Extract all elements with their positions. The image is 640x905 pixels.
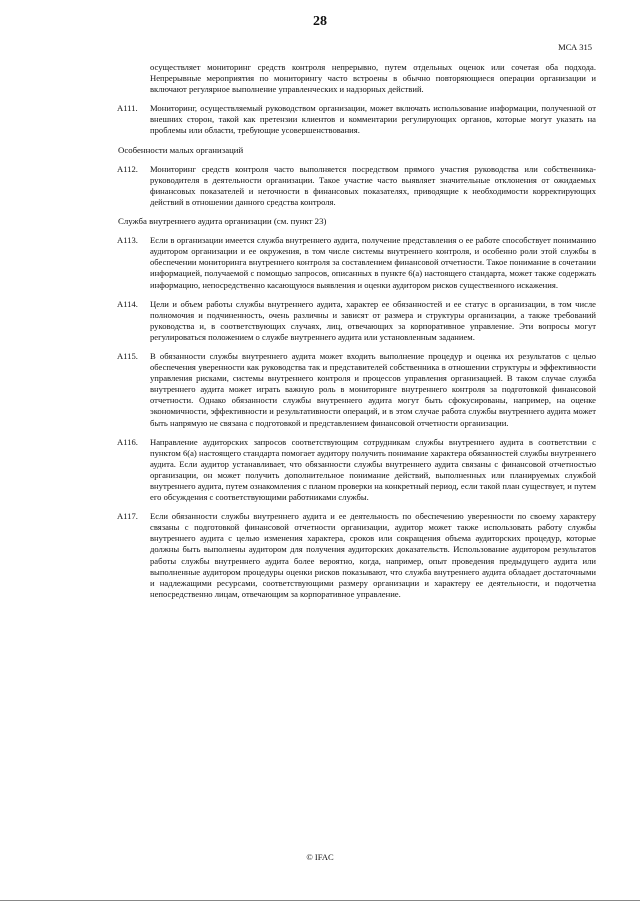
- document-code: МСА 315: [558, 42, 592, 52]
- paragraph-number: A115.: [117, 350, 138, 361]
- page-edge-rule: [0, 900, 640, 901]
- page-content: [118, 62, 596, 608]
- paragraph-a114: [117, 298, 596, 343]
- paragraph-a111: [117, 103, 596, 136]
- paragraph-text: Если обязанности службы внутреннего аудита и ее деятельность по обеспечению уверенности по своему характеру связаны с подготовкой финансовой отчетности организации, аудитор может также использовать работу службы внутреннего аудита с целью изменения характера, сроков или сокращения объема аудиторских процедур, которые должны быть выполнены аудитором для получения аудиторских доказательств. Использование аудитором результатов работы службы внутреннего аудита более вероятно, когда, например, опыт проведения предыдущего аудита или выполненные аудитором процедуры оценки рисков показывают, что служба внутреннего аудита обладает достаточными и надлежащими ресурсами, соответствующими размеру организации и характеру ее деятельности, и подотчетна непосредственно лицам, отвечающим за корпоративное управление.: [150, 511, 596, 599]
- paragraph-text: Цели и объем работы службы внутреннего аудита, характер ее обязанностей и ее статус в организации, в том числе полномочия и подчиненность, очень различны и зависят от размера и структуры организации, а также требований руководства и, в соответствующих случаях, лиц, отвечающих за корпоративное управление. Эти вопросы могут регулироваться положением о службе внутреннего аудита или установленным заданием.: [150, 298, 596, 342]
- paragraph-number: A113.: [117, 235, 138, 246]
- paragraph-continued: [150, 62, 596, 95]
- paragraph-number: A111.: [117, 103, 138, 114]
- paragraph-text: Мониторинг средств контроля часто выполняется посредством прямого участия руководства или собственника-руководителя в деятельности организации. Такое участие часто выявляет значительные отклонения от ожидаемых финансовых показателей и неточности в финансовых показателях, приводящие к необходимости корректирующих действий в отношении данного средства контроля.: [150, 163, 596, 207]
- paragraph-text: Мониторинг, осуществляемый руководством организации, может включать использование информации, полученной от внешних сторон, такой как претензии клиентов и комментарии регулирующих органов, которые могут указать на проблемы или области, требующие усовершенствования.: [150, 103, 596, 136]
- page-number: 28: [313, 14, 327, 29]
- paragraph-text: Если в организации имеется служба внутреннего аудита, получение представления о ее работе способствует пониманию аудитором организации и ее окружения, в том числе системы внутреннего контроля, и особенно роли этой службы в обеспечении мониторинга внутреннего контроля за составлением финансовой отчетности. Такое понимание в сочетании информацией, получаемой с помощью запросов, описанных в пункте 6(а) настоящего стандарта, может также содержать информацию, непосредственно касающуюся выявления и оценки аудитором рисков существенного искажения.: [150, 235, 596, 290]
- paragraph-number: A117.: [117, 511, 138, 522]
- paragraph-a115: [117, 350, 596, 429]
- section-heading-internal-audit: Служба внутреннего аудита организации (см. пункт 23): [118, 216, 327, 227]
- paragraph-a113: [117, 235, 596, 290]
- paragraph-a112: [117, 163, 596, 208]
- paragraph-number: A116.: [117, 436, 138, 447]
- paragraph-text: осуществляет мониторинг средств контроля непрерывно, путем отдельных оценок или сочетая оба подхода. Непрерывные мероприятия по мониторингу часто встроены в обычно повторяющиеся операции организации и включают регулярное выполнение управленческих и надзорных действий.: [150, 62, 596, 95]
- paragraph-text: Направление аудиторских запросов соответствующим сотрудникам службы внутреннего аудита в соответствии с пунктом 6(а) настоящего стандарта помогает аудитору получить понимание характера обязанностей службы внутреннего аудита. Если аудитор устанавливает, что обязанности службы внутреннего аудита связаны с финансовой отчетностью организации, он может получить дополнительное понимание действий, выполненных или планируемых службой внутреннего аудита, путем ознакомления с планом проверки на конкретный период, если такой план существует, и путем его обсуждения с соответствующими работниками службы.: [150, 436, 596, 503]
- section-heading-small-entities: Особенности малых организаций: [118, 144, 244, 155]
- paragraph-number: A114.: [117, 298, 138, 309]
- paragraph-a117: [117, 511, 596, 600]
- copyright-footer: © IFAC: [306, 852, 334, 862]
- paragraph-a116: [117, 436, 596, 504]
- paragraph-number: A112.: [117, 163, 138, 174]
- paragraph-text: В обязанности службы внутреннего аудита может входить выполнение процедур и оценка их результатов с целью обеспечения уверенности как руководства так и представителей собственника в отношении структуры и эффективности управления рисками, системы внутреннего контроля и процессов управления организацией. В таком случае служба внутреннего аудита может играть важную роль в мониторинге внутреннего контроля за подготовкой финансовой отчетности. Однако обязанности службы внутреннего аудита могут быть сфокусированы, например, на оценке экономичности, эффективности и результативности операций, и в этом случае работа службы внутреннего аудита может быть напрямую не связана с подготовкой и представлением финансовой отчетности организации.: [150, 350, 596, 428]
